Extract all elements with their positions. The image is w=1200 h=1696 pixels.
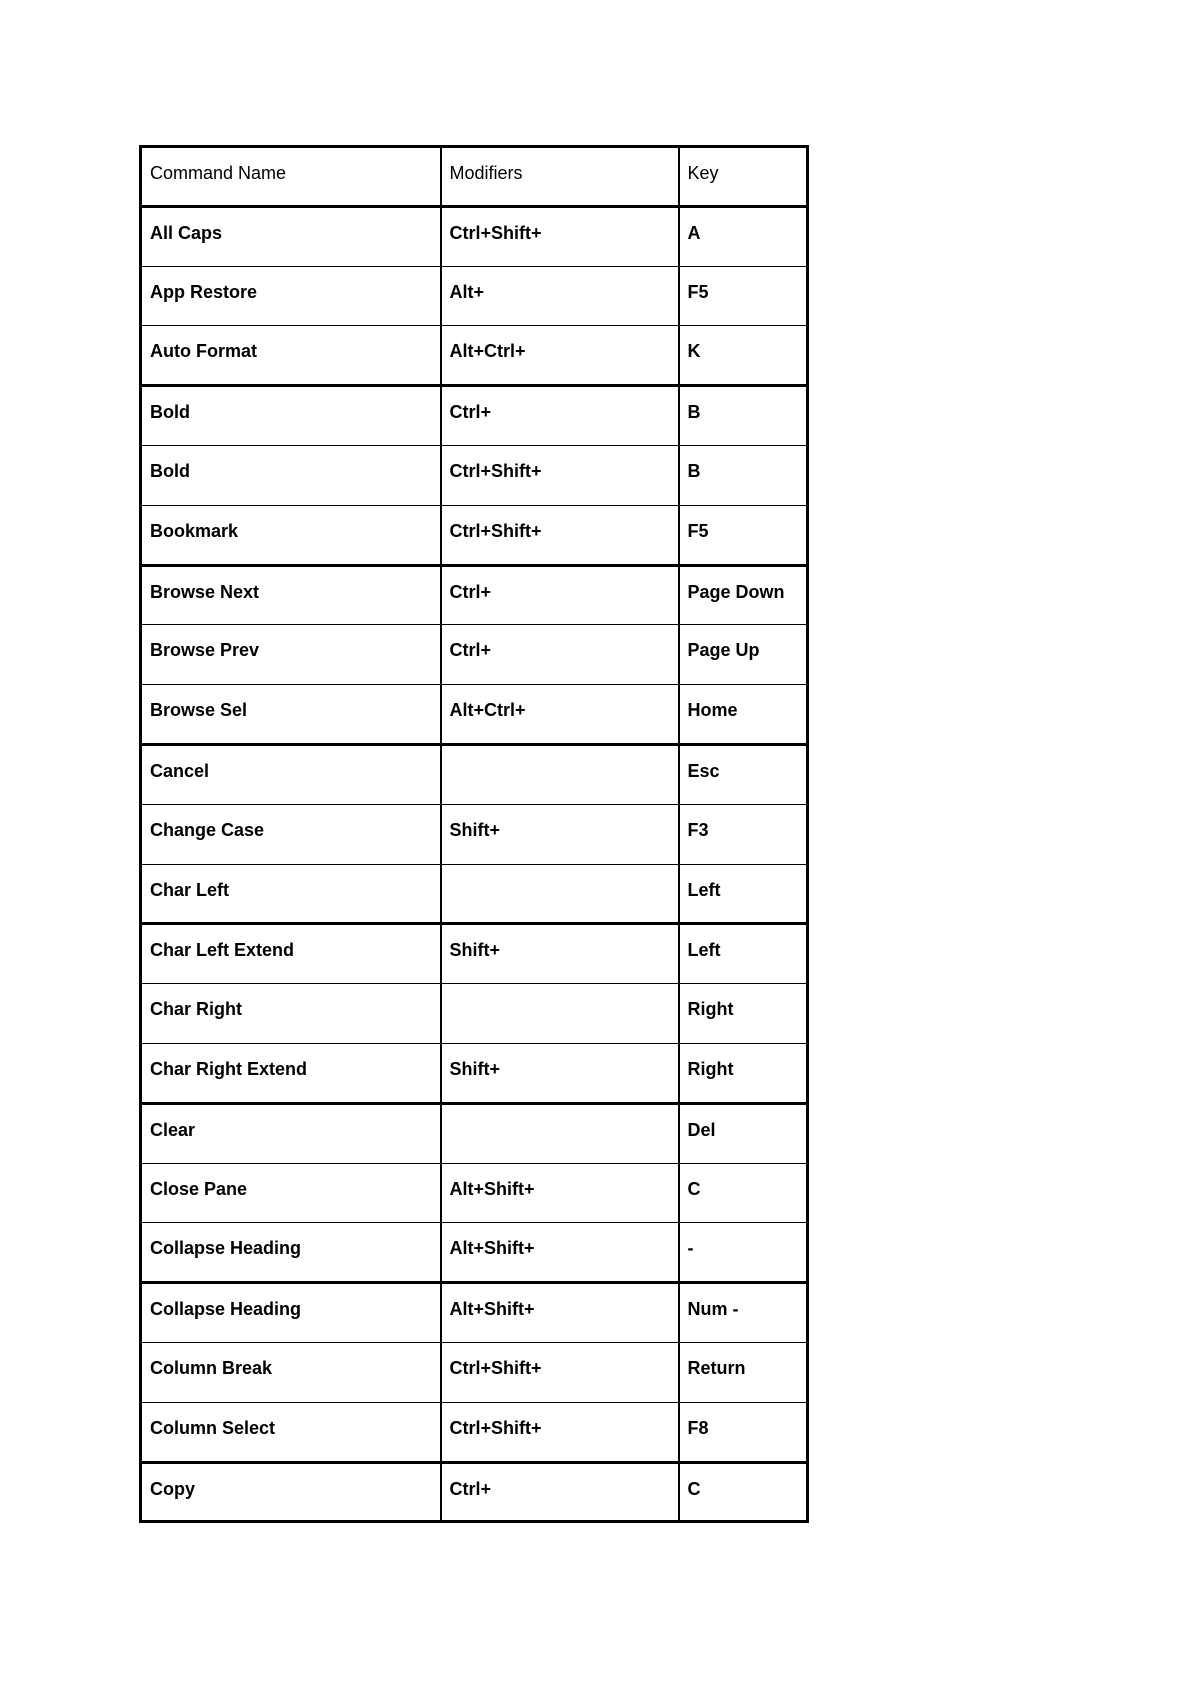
table-row bbox=[141, 1283, 808, 1343]
table-row bbox=[141, 1342, 808, 1402]
cell-modifiers: Ctrl+Shift+ bbox=[441, 445, 679, 505]
cell-key: Esc bbox=[679, 744, 808, 804]
cell-key: Right bbox=[679, 984, 808, 1044]
table-row bbox=[141, 864, 808, 924]
table-row bbox=[141, 744, 808, 804]
cell-modifiers bbox=[441, 864, 679, 924]
cell-modifiers: Alt+Shift+ bbox=[441, 1163, 679, 1223]
cell-command: Bold bbox=[141, 386, 441, 446]
cell-key: Left bbox=[679, 864, 808, 924]
cell-key: C bbox=[679, 1462, 808, 1522]
cell-command: Collapse Heading bbox=[141, 1223, 441, 1283]
cell-modifiers: Alt+Shift+ bbox=[441, 1223, 679, 1283]
cell-key: Num - bbox=[679, 1283, 808, 1343]
cell-modifiers: Shift+ bbox=[441, 1043, 679, 1103]
cell-key: Left bbox=[679, 924, 808, 984]
table-row bbox=[141, 386, 808, 446]
cell-key: Right bbox=[679, 1043, 808, 1103]
cell-modifiers: Ctrl+ bbox=[441, 565, 679, 625]
table-row bbox=[141, 445, 808, 505]
cell-modifiers: Ctrl+ bbox=[441, 625, 679, 685]
cell-key: Del bbox=[679, 1103, 808, 1163]
table-row bbox=[141, 1223, 808, 1283]
table-row bbox=[141, 685, 808, 745]
cell-command: Browse Prev bbox=[141, 625, 441, 685]
cell-command: Copy bbox=[141, 1462, 441, 1522]
cell-key: - bbox=[679, 1223, 808, 1283]
cell-command: Browse Next bbox=[141, 565, 441, 625]
cell-command: Collapse Heading bbox=[141, 1283, 441, 1343]
cell-command: Bookmark bbox=[141, 505, 441, 565]
cell-modifiers: Alt+Ctrl+ bbox=[441, 326, 679, 386]
cell-modifiers: Alt+Ctrl+ bbox=[441, 685, 679, 745]
cell-key: F8 bbox=[679, 1402, 808, 1462]
cell-key: Page Down bbox=[679, 565, 808, 625]
cell-modifiers: Ctrl+Shift+ bbox=[441, 206, 679, 266]
header-modifiers: Modifiers bbox=[441, 147, 679, 207]
cell-command: Change Case bbox=[141, 804, 441, 864]
cell-key: F5 bbox=[679, 505, 808, 565]
cell-key: B bbox=[679, 445, 808, 505]
cell-command: Auto Format bbox=[141, 326, 441, 386]
table-row bbox=[141, 984, 808, 1044]
table-row bbox=[141, 1163, 808, 1223]
cell-command: Clear bbox=[141, 1103, 441, 1163]
cell-key: C bbox=[679, 1163, 808, 1223]
table-row bbox=[141, 1043, 808, 1103]
table-row bbox=[141, 804, 808, 864]
cell-command: App Restore bbox=[141, 266, 441, 326]
table-row bbox=[141, 565, 808, 625]
header-key: Key bbox=[679, 147, 808, 207]
cell-modifiers: Ctrl+Shift+ bbox=[441, 505, 679, 565]
table-row bbox=[141, 1462, 808, 1522]
cell-command: Char Left Extend bbox=[141, 924, 441, 984]
cell-key: Home bbox=[679, 685, 808, 745]
cell-modifiers: Shift+ bbox=[441, 924, 679, 984]
cell-modifiers: Ctrl+Shift+ bbox=[441, 1402, 679, 1462]
cell-command: Char Right Extend bbox=[141, 1043, 441, 1103]
cell-key: B bbox=[679, 386, 808, 446]
shortcut-table bbox=[139, 145, 809, 1523]
table-row bbox=[141, 1103, 808, 1163]
cell-modifiers bbox=[441, 1103, 679, 1163]
cell-key: F3 bbox=[679, 804, 808, 864]
cell-modifiers: Shift+ bbox=[441, 804, 679, 864]
table-row bbox=[141, 505, 808, 565]
table-row bbox=[141, 924, 808, 984]
cell-modifiers: Ctrl+Shift+ bbox=[441, 1342, 679, 1402]
table-row bbox=[141, 625, 808, 685]
cell-command: Char Left bbox=[141, 864, 441, 924]
cell-modifiers bbox=[441, 984, 679, 1044]
header-command-name: Command Name bbox=[141, 147, 441, 207]
cell-command: Cancel bbox=[141, 744, 441, 804]
table-row bbox=[141, 266, 808, 326]
cell-modifiers: Ctrl+ bbox=[441, 386, 679, 446]
cell-key: Return bbox=[679, 1342, 808, 1402]
cell-key: Page Up bbox=[679, 625, 808, 685]
cell-command: Column Select bbox=[141, 1402, 441, 1462]
cell-command: Column Break bbox=[141, 1342, 441, 1402]
cell-command: Browse Sel bbox=[141, 685, 441, 745]
table-row bbox=[141, 206, 808, 266]
table-row bbox=[141, 326, 808, 386]
cell-modifiers: Ctrl+ bbox=[441, 1462, 679, 1522]
cell-modifiers: Alt+ bbox=[441, 266, 679, 326]
table-row bbox=[141, 1402, 808, 1462]
cell-key: A bbox=[679, 206, 808, 266]
cell-command: Close Pane bbox=[141, 1163, 441, 1223]
cell-command: Bold bbox=[141, 445, 441, 505]
cell-modifiers bbox=[441, 744, 679, 804]
table-header-row bbox=[141, 147, 808, 207]
cell-key: F5 bbox=[679, 266, 808, 326]
cell-modifiers: Alt+Shift+ bbox=[441, 1283, 679, 1343]
cell-key: K bbox=[679, 326, 808, 386]
cell-command: All Caps bbox=[141, 206, 441, 266]
cell-command: Char Right bbox=[141, 984, 441, 1044]
